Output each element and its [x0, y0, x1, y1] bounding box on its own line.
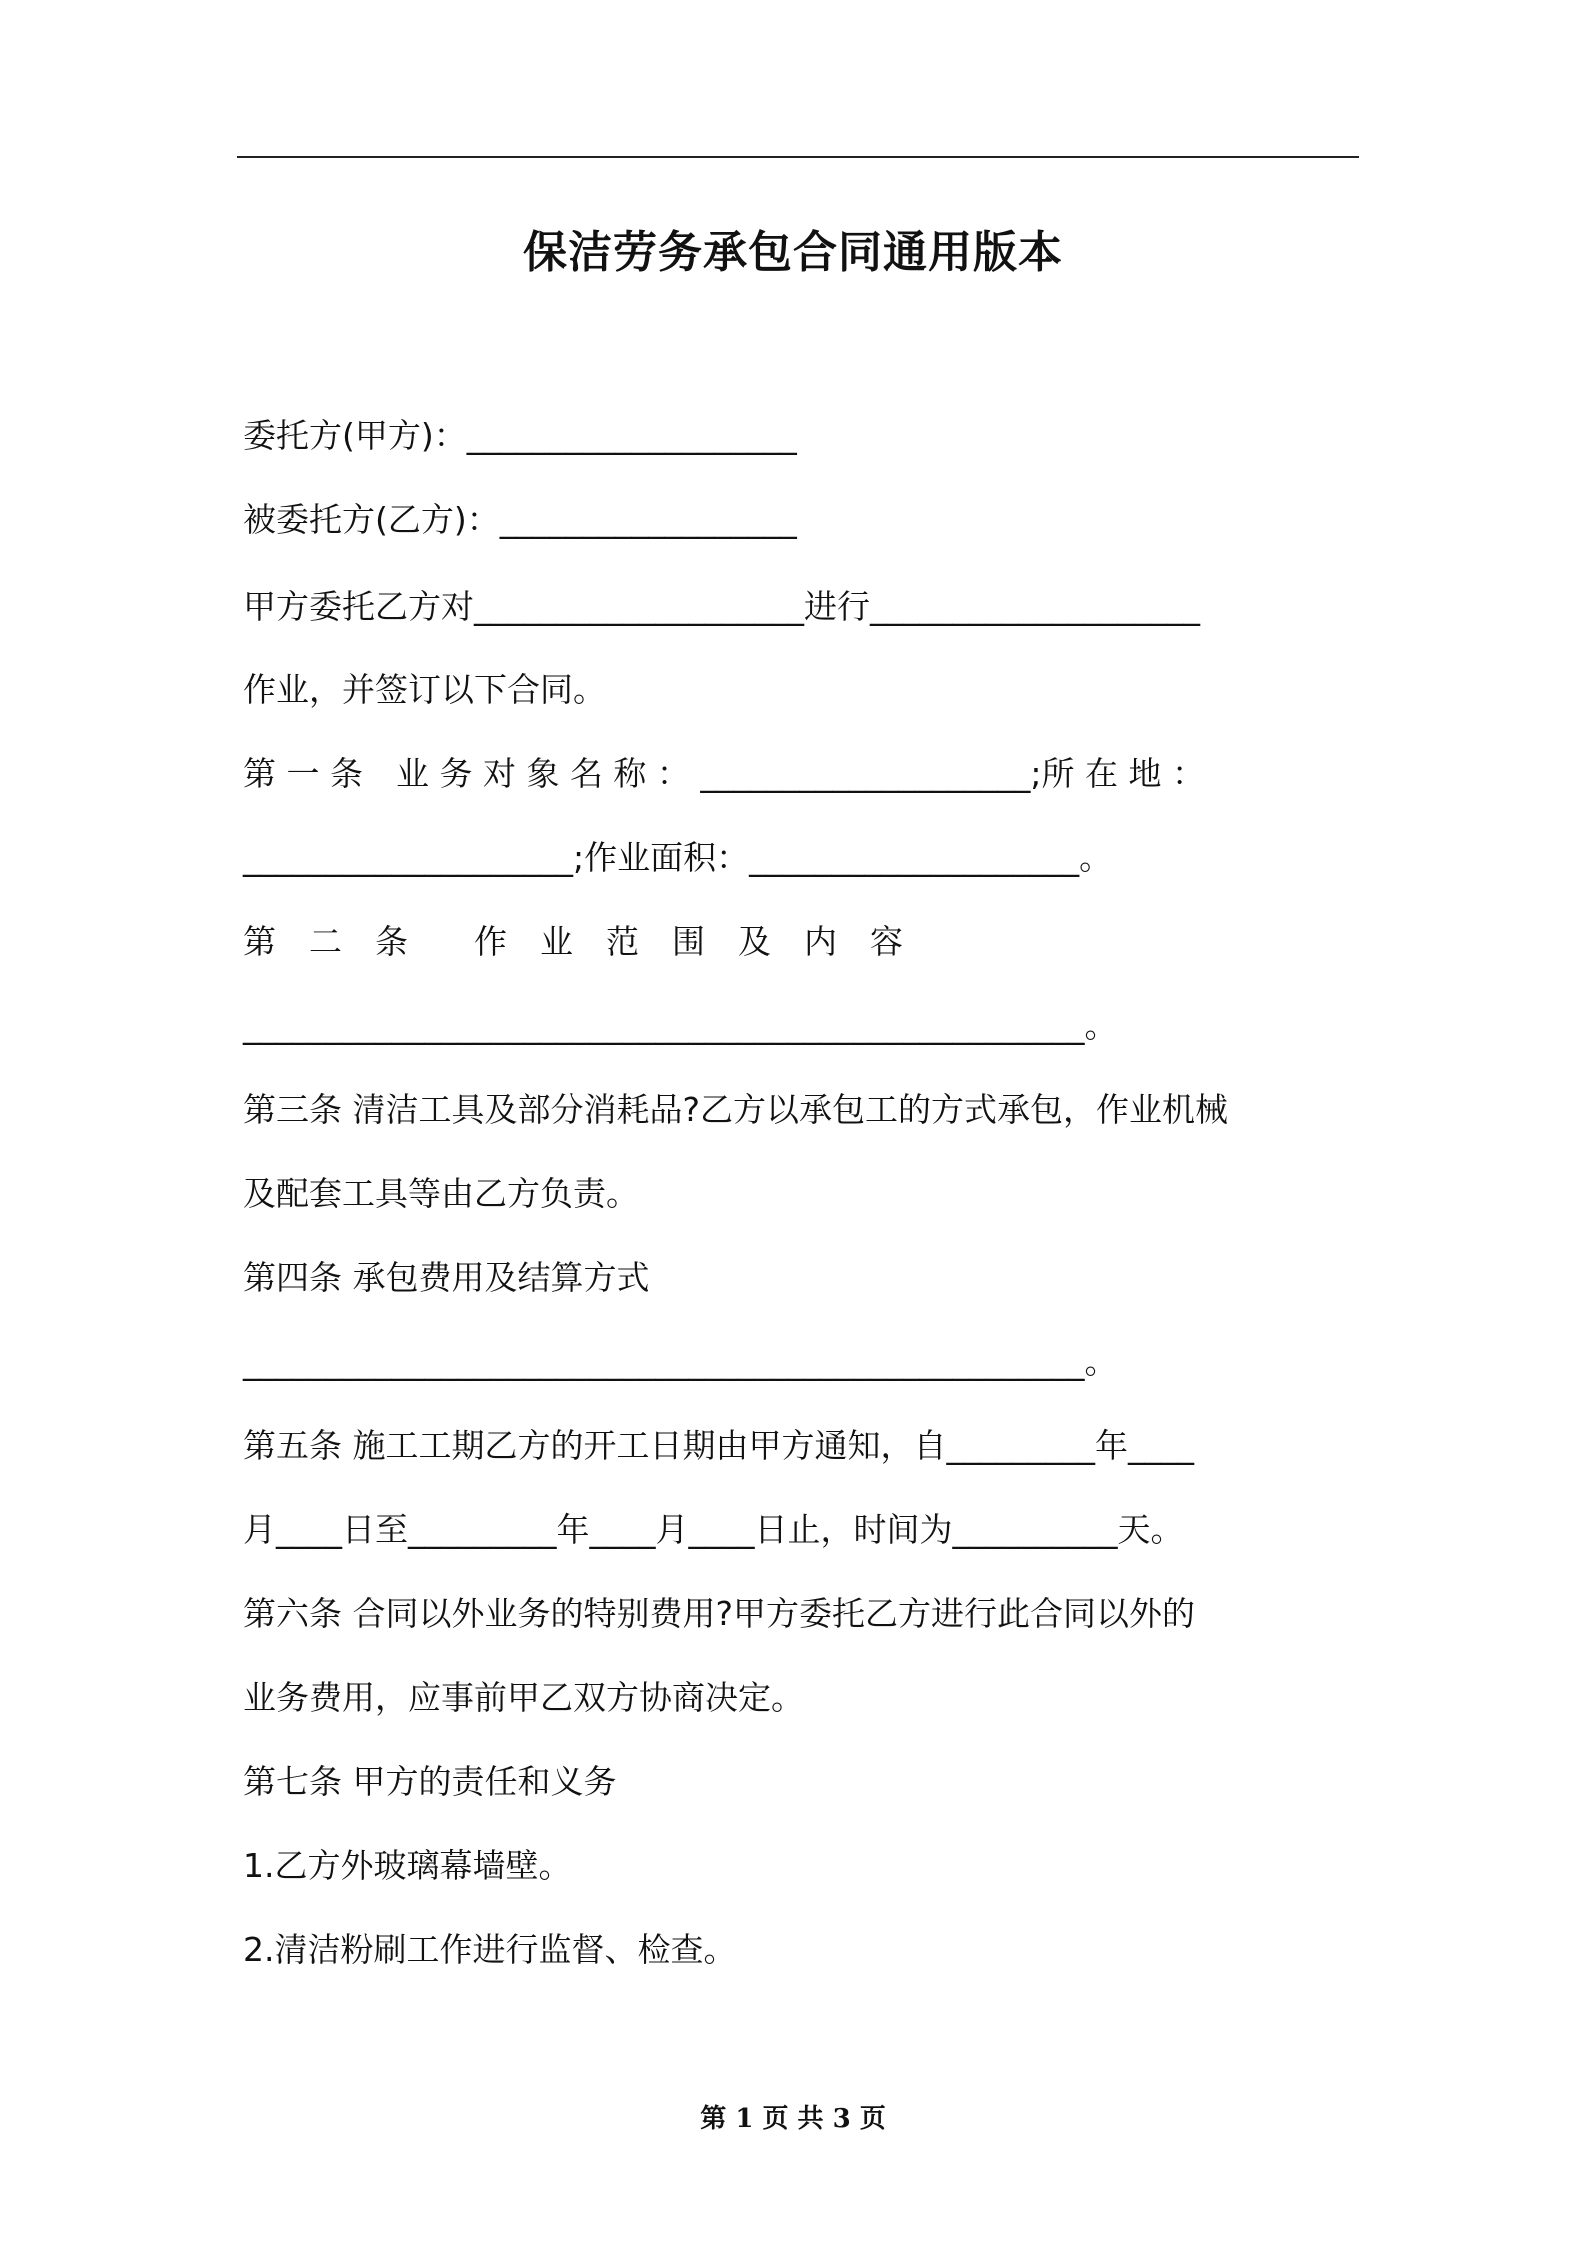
article-1-line-1: 第 一 条 业 务 对 象 名 称 ： ____________________;所 在 地 ： — [243, 754, 1205, 793]
document-title: 保洁劳务承包合同通用版本 — [523, 227, 1063, 278]
article-7-heading: 第七条 甲方的责任和义务 — [243, 1762, 617, 1801]
contractor-party-line: 被委托方(乙方)：__________________ — [243, 500, 797, 539]
header-rule — [237, 156, 1359, 158]
article-5-line-1: 第五条 施工工期乙方的开工日期由甲方通知，自_________年____ — [243, 1426, 1194, 1465]
article-4-heading: 第四条 承包费用及结算方式 — [243, 1258, 650, 1297]
page-footer: 第 1 页 共 3 页 — [700, 2104, 886, 2134]
intro-line-1: 甲方委托乙方对____________________进行____________________ — [243, 587, 1200, 626]
article-2-blank: ___________________________________________________。 — [243, 1006, 1118, 1045]
article-1-line-2: ____________________;作业面积：____________________。 — [243, 838, 1113, 877]
article-7-item-2: 2.清洁粉刷工作进行监督、检查。 — [243, 1930, 737, 1969]
client-party-line: 委托方(甲方)：____________________ — [243, 416, 797, 455]
article-3-line-2: 及配套工具等由乙方负责。 — [243, 1174, 639, 1213]
article-3-line-1: 第三条 清洁工具及部分消耗品?乙方以承包工的方式承包，作业机械 — [243, 1090, 1229, 1129]
article-4-blank: ___________________________________________________。 — [243, 1342, 1118, 1381]
article-7-item-1: 1.乙方外玻璃幕墙壁。 — [243, 1846, 572, 1885]
intro-line-2: 作业，并签订以下合同。 — [243, 670, 606, 709]
article-6-line-1: 第六条 合同以外业务的特别费用?甲方委托乙方进行此合同以外的 — [243, 1594, 1196, 1633]
article-2-heading: 第 二 条 作 业 范 围 及 内 容 — [243, 922, 903, 961]
article-6-line-2: 业务费用，应事前甲乙双方协商决定。 — [243, 1678, 804, 1717]
article-5-line-2: 月____日至_________年____月____日止，时间为__________天。 — [243, 1510, 1184, 1549]
